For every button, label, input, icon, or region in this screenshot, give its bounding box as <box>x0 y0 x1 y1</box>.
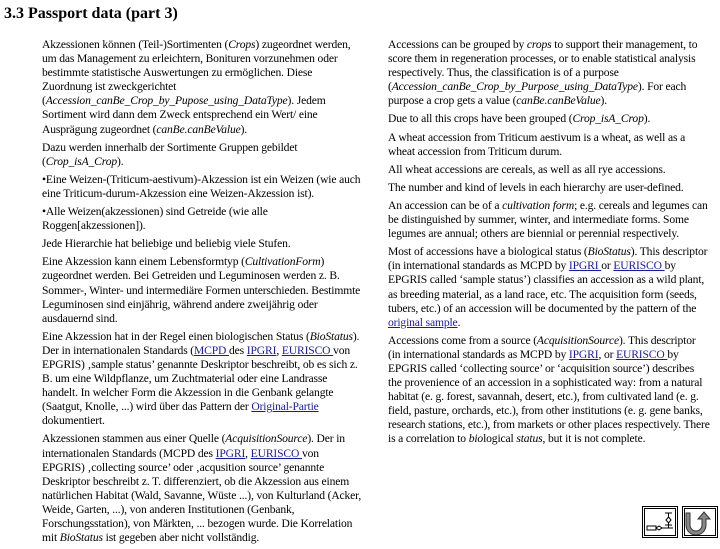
text-segment: A wheat accession from Triticum aestivum is a wheat, as well as a wheat accession from Triticum durum. <box>388 130 686 158</box>
italic-term: bio <box>468 432 484 446</box>
italic-term: AcquisitionSource <box>536 333 619 347</box>
paragraph <box>388 181 710 195</box>
italic-term: Crops <box>228 38 256 51</box>
text-segment: Akzessionen können (Teil-)Sortimenten ( <box>42 38 229 51</box>
german-text-column <box>42 38 364 549</box>
text-segment: All wheat accessions are cereals, as well as all rye accessions. <box>388 162 666 176</box>
text-segment: Due to all this crops have been grouped ( <box>388 112 573 126</box>
text-segment: , but it is not complete. <box>542 432 646 446</box>
paragraph <box>388 245 710 330</box>
hyperlink[interactable]: EURISCO <box>613 259 665 273</box>
text-segment: An accession can be of a <box>388 198 503 212</box>
page-title: 3.3 Passport data (part 3) <box>4 5 178 22</box>
text-segment: von EPGRIS) ‚sample status’ genannte Deskriptor beschreibt, ob es sich z. B. um eine Wildpflanze, um Zuchtmaterial oder eine Landrasse handelt. In welcher Form die Akzession in die Genbank gelangte (Saatgut, Knolle, ...) wird über das Pattern der <box>42 343 358 414</box>
text-segment: , or <box>598 347 617 361</box>
italic-term: status <box>516 432 543 446</box>
text-segment: Dazu werden innerhalb der Sortimente Gruppen gebildet ( <box>42 140 298 168</box>
paragraph <box>42 173 364 201</box>
hyperlink[interactable]: MCPD <box>194 343 230 357</box>
text-segment: by EPGRIS called ‘collecting source’ or ‘acquisition source’) describes the provenience of an accession in a sophisticated way: from a natural habitat (e. g. forest, savannah, desert, etc.), from cultivated land (e. g. field, pasture, orchards, etc.), from other institutions (e. g. gene banks, research stations, etc.), from markets or other places respectively. There is a correlation to <box>388 347 710 446</box>
hyperlink[interactable]: Original-Partie <box>251 400 319 414</box>
text-segment: ). For each purpose a crop gets a value ( <box>388 80 687 108</box>
italic-term: canBe.canBeValue <box>516 94 601 108</box>
text-segment: ). <box>600 94 607 108</box>
italic-term: cultivation form <box>502 198 575 212</box>
text-segment: The number and kind of levels in each hierarchy are user-defined. <box>388 180 684 194</box>
italic-term: crops <box>526 38 552 51</box>
hyperlink[interactable]: IPGRI <box>246 343 277 357</box>
text-segment: Accessions can be grouped by <box>388 38 527 51</box>
italic-term: AcquisitionSource <box>225 432 308 446</box>
text-segment: , <box>276 343 282 357</box>
text-segment: ). Jedem Sortiment wird dann dem Zweck entsprechend ein Wert/ eine Ausprägung zugeordnet ( <box>42 94 326 136</box>
text-segment: ; e.g. cereals and legumes can be distinguished by summer, winter, and intermediate forms. Some legumes are annual; others are biennial or perennial respectively. <box>388 198 708 241</box>
text-segment: logical <box>483 432 517 446</box>
hyperlink[interactable]: EURISCO <box>616 347 668 361</box>
italic-term: BioStatus <box>587 245 631 259</box>
text-segment: ) zugeordnet werden, um das Management zu erleichtern, Bonituren vorzunehmen oder bestimmte statistische Auswertungen zu ermöglichen. Diese Zuordnung ist zweckgerichtet ( <box>42 38 351 108</box>
paragraph <box>388 199 710 241</box>
italic-term: Crop_isA_Crop <box>572 112 644 126</box>
text-segment: ). Der in internationalen Standards (MCPD des <box>42 432 345 460</box>
text-segment: Eine Akzession kann einem Lebensformtyp ( <box>42 255 245 269</box>
text-segment: or <box>601 259 614 273</box>
hyperlink[interactable]: IPGRI <box>568 259 602 273</box>
return-arrow-icon <box>685 509 715 535</box>
text-segment: ). <box>117 154 124 168</box>
text-segment: Eine Akzession hat in der Regel einen biologischen Status ( <box>42 329 310 343</box>
italic-term: Crop_isA_Crop <box>45 154 117 168</box>
english-text-column <box>388 38 710 451</box>
paragraph <box>42 255 364 325</box>
text-segment: ) zugeordnet werden. Bei Getreiden und Leguminosen werden z. B. Sommer-, Winter- und intermediäre Formen unterschieden. Bestimmte Leguminosen sind einjährig, während andere zweijährig oder ausdauernd sind. <box>42 255 361 325</box>
text-segment: ). <box>240 122 248 136</box>
hyperlink[interactable]: IPGRI <box>215 446 246 460</box>
text-segment: ). This descriptor (in international standards as MCPD by <box>388 333 696 361</box>
text-segment: des <box>229 343 247 357</box>
text-segment: •Alle Weizen(akzessionen) sind Getreide (wie alle Roggen[akzessionen]). <box>42 205 268 233</box>
text-segment: to support their management, to score them in regeneration processes, or to enable statistical analysis respectively. Thus, the classification is of a purpose ( <box>388 38 698 94</box>
hyperlink[interactable]: EURISCO <box>250 446 302 460</box>
text-segment: ). <box>643 112 651 126</box>
text-segment: ). Der in internationalen Standards ( <box>42 329 360 357</box>
paragraph <box>388 334 710 447</box>
return-nav-button[interactable] <box>682 506 718 538</box>
text-segment: Accessions come from a source ( <box>388 333 537 347</box>
italic-term: CultivationForm <box>244 255 321 269</box>
italic-term: BioStatus <box>309 329 353 343</box>
text-segment: ist gegeben aber nicht vollständig. <box>102 531 260 545</box>
text-segment: von EPGRIS) ‚collecting source’ oder ‚acqusition source’ genannte Deskriptor beschreibt z. T. differenziert, ob die Akzession aus einem natürlichen Habitat (Wald, Savanne, Wüste ...), von Kulturland (Acker, Weide, Garten, ...), von anderen Institutionen (Genbank, Forschungsstation), von Märkten, ... bezogen wurde. Die Korrelation mit <box>42 446 362 545</box>
text-segment: . <box>457 315 461 329</box>
paragraph <box>388 163 710 177</box>
paragraph <box>42 38 364 137</box>
paragraph <box>42 205 364 233</box>
diagram-icon <box>645 509 675 535</box>
text-segment: Most of accessions have a biological status ( <box>388 245 588 259</box>
text-segment: dokumentiert. <box>42 414 105 428</box>
italic-term: Accession_canBe_Crop_by_Pupose_using_DataType <box>45 94 288 108</box>
paragraph <box>388 38 710 108</box>
paragraph <box>42 237 364 251</box>
text-segment: , <box>245 446 251 460</box>
text-segment: Jede Hierarchie hat beliebige und beliebig viele Stufen. <box>42 237 291 251</box>
paragraph <box>42 141 364 169</box>
hyperlink[interactable]: EURISCO <box>281 343 334 357</box>
text-segment: by EPGRIS called ‘sample status’) classifies an accession as a wild plant, as breeding material, as a land race, etc. The acquisition form (seeds, tubers, etc.) of an accession will be documented by the pattern of the <box>388 259 705 315</box>
hyperlink[interactable]: IPGRI <box>568 347 599 361</box>
paragraph <box>42 330 364 429</box>
italic-term: canBe.canBeValue <box>156 122 241 136</box>
paragraph <box>388 112 710 126</box>
italic-term: BioStatus <box>59 531 103 545</box>
paragraph <box>42 432 364 545</box>
paragraph <box>388 131 710 159</box>
text-segment: ). This descriptor (in international standards as MCPD by <box>388 245 708 273</box>
hyperlink[interactable]: original sample <box>388 315 458 329</box>
diagram-nav-button[interactable] <box>642 506 678 538</box>
italic-term: Accession_canBe_Crop_by_Purpose_using_DataType <box>391 80 638 94</box>
text-segment: Akzessionen stammen aus einer Quelle ( <box>42 432 226 446</box>
text-segment: •Eine Weizen-(Triticum-aestivum)-Akzession ist ein Weizen (wie auch eine Triticum-durum-Akzession eine Weizen-Akzession ist). <box>42 172 361 200</box>
